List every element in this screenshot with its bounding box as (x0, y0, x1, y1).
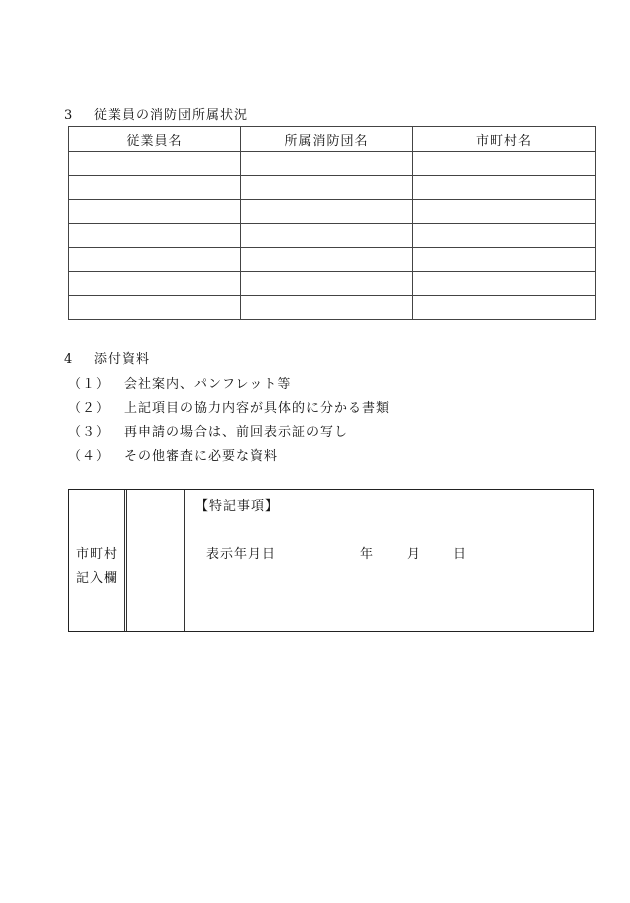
attachment-index: （４） (68, 449, 111, 464)
municipality-cell[interactable] (413, 272, 596, 296)
employee-name-cell[interactable] (69, 272, 241, 296)
section-3-number: 3 (64, 108, 74, 123)
table-row (69, 224, 596, 248)
table-header-row (69, 127, 596, 152)
attachment-text: 上記項目の協力内容が具体的に分かる書類 (124, 401, 391, 416)
table-row (69, 176, 596, 200)
employee-name-cell[interactable] (69, 176, 241, 200)
section-4-number: 4 (64, 352, 74, 367)
municipality-entry-box (68, 489, 594, 632)
attachment-text: 会社案内、パンフレット等 (124, 377, 292, 392)
special-notes-area[interactable] (185, 490, 593, 631)
fire-brigade-cell[interactable] (241, 176, 413, 200)
municipality-cell[interactable] (413, 176, 596, 200)
special-notes-title: 【特記事項】 (195, 499, 280, 514)
municipality-blank-cell[interactable] (127, 490, 185, 631)
section-4-title: 添付資料 (94, 352, 151, 367)
section-3-heading (64, 104, 248, 123)
attachment-text: 再申請の場合は、前回表示証の写し (124, 425, 349, 440)
employee-name-cell[interactable] (69, 248, 241, 272)
section-3-title: 従業員の消防団所属状況 (94, 108, 249, 123)
attachment-text: その他審査に必要な資料 (124, 449, 279, 464)
table-row (69, 272, 596, 296)
table-row (69, 152, 596, 176)
municipality-label-line2: 記入欄 (76, 571, 119, 586)
attachment-item (68, 421, 348, 440)
fire-brigade-cell[interactable] (241, 200, 413, 224)
table-row (69, 296, 596, 320)
fire-brigade-cell[interactable] (241, 272, 413, 296)
display-date-label: 表示年月日 (206, 547, 277, 562)
municipality-cell[interactable] (413, 152, 596, 176)
table-row (69, 248, 596, 272)
municipality-label-line1: 市町村 (76, 547, 119, 562)
column-header-municipality-name: 市町村名 (413, 127, 596, 152)
attachment-item (68, 373, 291, 392)
fire-brigade-cell[interactable] (241, 248, 413, 272)
municipality-cell[interactable] (413, 200, 596, 224)
year-label: 年 (360, 547, 375, 562)
attachment-index: （２） (68, 401, 111, 416)
municipality-cell[interactable] (413, 296, 596, 320)
municipality-cell[interactable] (413, 248, 596, 272)
employee-fire-brigade-table (68, 126, 596, 320)
fire-brigade-cell[interactable] (241, 296, 413, 320)
employee-name-cell[interactable] (69, 224, 241, 248)
attachment-item (68, 445, 278, 464)
fire-brigade-cell[interactable] (241, 224, 413, 248)
attachment-index: （３） (68, 425, 111, 440)
column-header-employee-name: 従業員名 (69, 127, 241, 152)
municipality-cell[interactable] (413, 224, 596, 248)
month-label: 月 (407, 547, 422, 562)
municipality-label-cell (69, 490, 127, 631)
section-4-heading (64, 348, 150, 367)
column-header-fire-brigade-name: 所属消防団名 (241, 127, 413, 152)
employee-name-cell[interactable] (69, 200, 241, 224)
fire-brigade-cell[interactable] (241, 152, 413, 176)
attachment-item (68, 397, 390, 416)
employee-name-cell[interactable] (69, 152, 241, 176)
employee-name-cell[interactable] (69, 296, 241, 320)
day-label: 日 (453, 547, 468, 562)
table-row (69, 200, 596, 224)
attachment-index: （１） (68, 377, 111, 392)
